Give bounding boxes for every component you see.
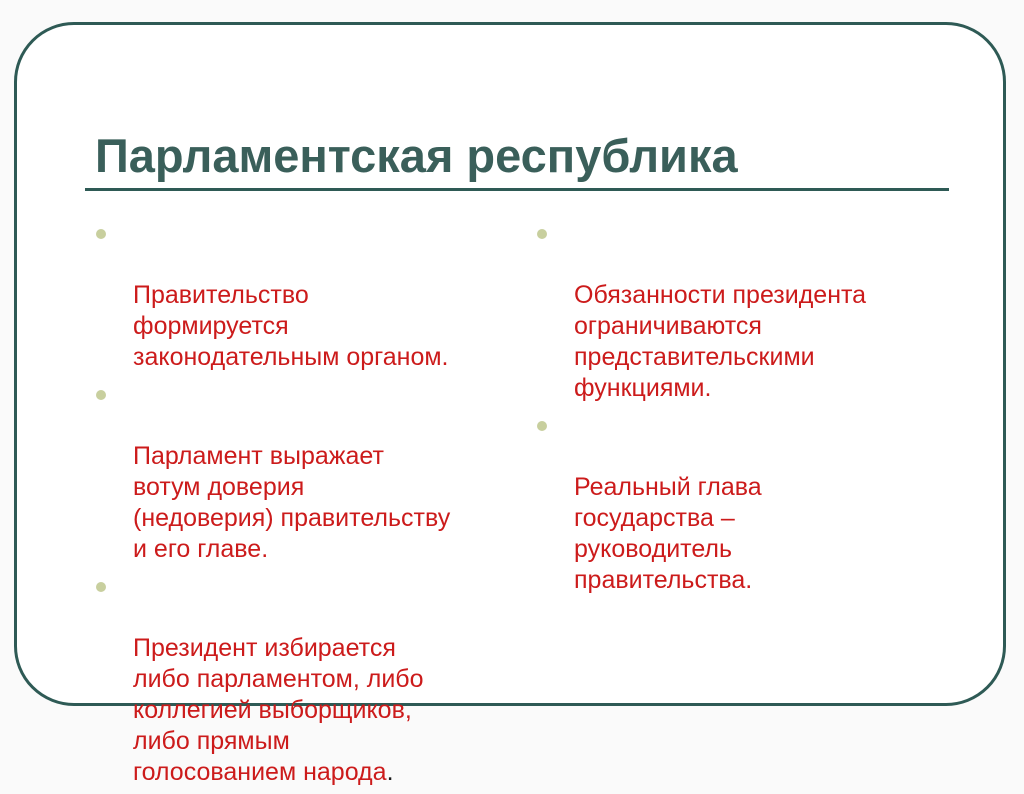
list-item: [574, 218, 934, 404]
list-item-text: Правительство формируется законодательным органом.: [133, 281, 449, 371]
left-bullet-list: [133, 218, 505, 794]
list-item: [133, 218, 505, 373]
list-item: [574, 410, 934, 596]
list-item: [133, 571, 505, 788]
list-item-text: Президент избирается либо парламентом, либо коллегией выборщиков, либо прямым голосованием народа: [133, 634, 424, 786]
list-item-text: Реальный глава государства – руководитель правительства.: [574, 473, 762, 594]
bullet-dot-icon: [96, 229, 106, 239]
list-item-period: .: [386, 758, 394, 786]
list-item-text: Парламент выражает вотум доверия (недоверия) правительству и его главе.: [133, 442, 451, 563]
bullet-dot-icon: [537, 421, 547, 431]
list-item-text: Обязанности президента ограничиваются представительскими функциями.: [574, 281, 867, 402]
list-item: [133, 379, 505, 565]
title-underline: [85, 188, 949, 191]
right-bullet-list: [574, 218, 934, 602]
bullet-dot-icon: [96, 390, 106, 400]
bullet-dot-icon: [537, 229, 547, 239]
bullet-dot-icon: [96, 582, 106, 592]
slide-title: Парламентская республика: [95, 129, 738, 182]
